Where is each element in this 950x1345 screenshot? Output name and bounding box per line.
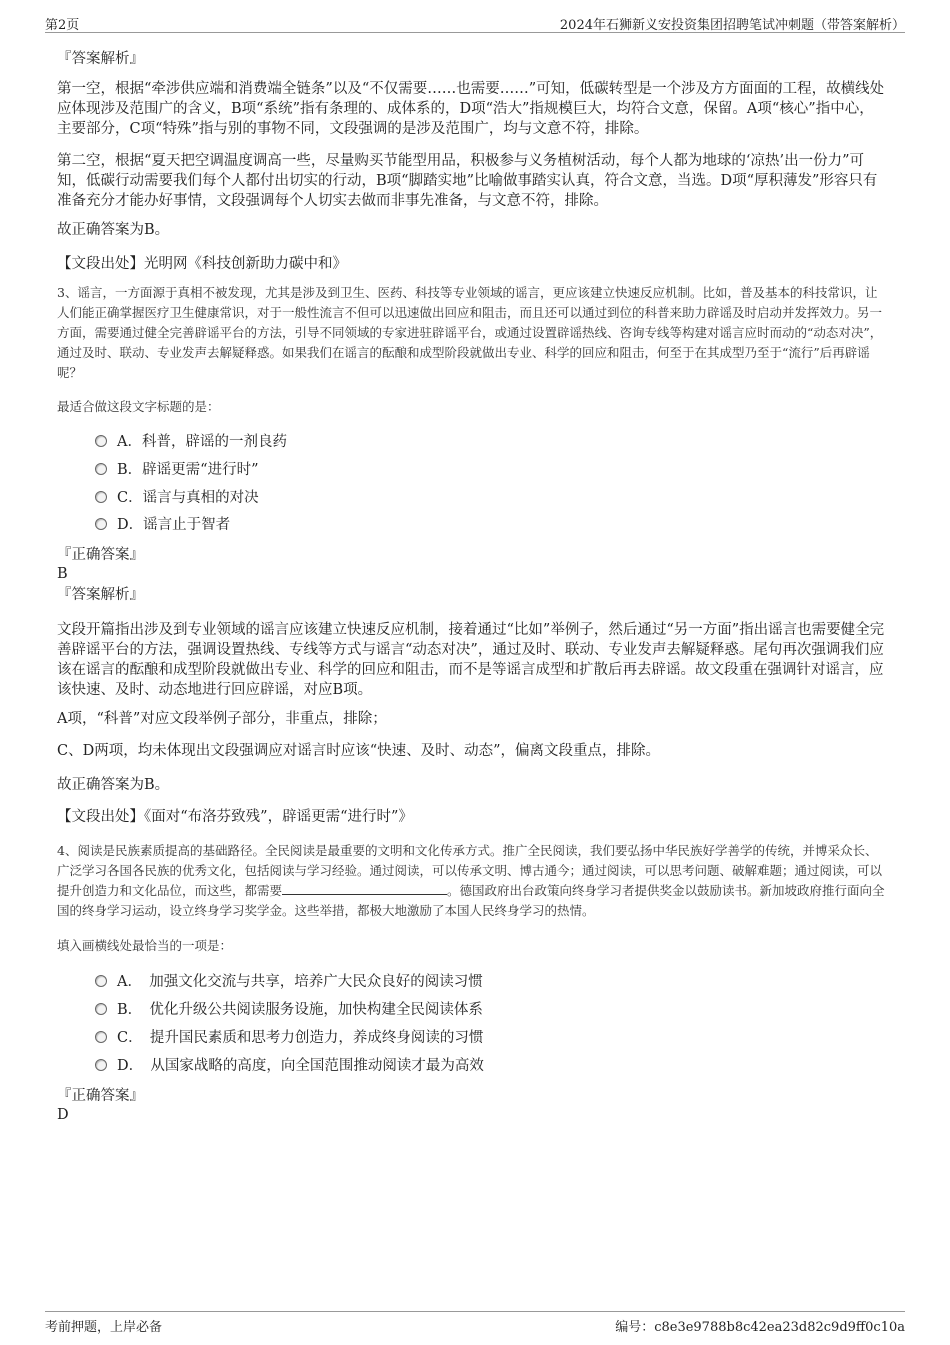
q2-source: 【文段出处】光明网《科技创新助力碳中和》 xyxy=(57,256,347,272)
q3-analysis-paragraph-3: C、D两项，均未体现出文段强调应对谣言时应该“快速、及时、动态”，偏离文段重点，排除。 xyxy=(57,743,661,759)
q3-question-text: 3、谣言，一方面源于真相不被发现，尤其是涉及到卫生、医药、科技等专业领域的谣言，更应该建立快速反应机制。比如，普及基本的科技常识，让人们能正确掌握医疗卫生健康常识，对于一般性流言不但可以迅速做出回应和阻击，而且还可以通过到位的科普来助力辟谣及时启动并发挥效力。另一方面，需要通过健全完善辟谣平台的方法，引导不同领域的专家进驻辟谣平台，或通过设置辟谣热线、咨询专线等构建对谣言应时而动的“动态对决”，通过及时、联动、专业发声去解疑释惑。如果我们在谣言的酝酿和成型阶段就做出专业、科学的回应和阻击，何至于在其成型乃至于“流行”后再辟谣呢？ xyxy=(57,285,883,380)
q4-question-text: 4、阅读是民族素质提高的基础路径。全民阅读是最重要的文明和文化传承方式。推广全民阅读，我们要弘扬中华民族好学善学的传统，并博采众长、广泛学习各国各民族的优秀文化，包括阅读与学习经验。通过阅读，可以传承文明、博古通今；通过阅读，可以思考问题、破解难题；通过阅读，可以提升创造力和文化品位，而这些，都需要 。德国政府出台政策向终身学习者提供奖金以鼓励读书。新加坡政府推行面向全国的终身学习运动，设立终身学习奖学金。这些举措，都极大地激励了本国人民终身学习的热情。 xyxy=(57,843,885,918)
radio-button-icon[interactable] xyxy=(95,975,107,987)
q2-analysis-paragraph-1: 第一空，根据“牵涉供应端和消费端全链条”以及“不仅需要……也需要……”可知，低碳转型是一个涉及方方面面的工程，故横线处应体现涉及范围广的含义，B项“系统”指有条理的、成体系的，D项“浩大”指规模巨大，均符合文意，保留。A项“核心”指中心，主要部分，C项“特殊”指与别的事物不同，文段强调的是涉及范围广，均与文意不符，排除。 xyxy=(57,81,885,137)
radio-button-icon[interactable] xyxy=(95,463,107,475)
q4-answer-label: 『正确答案』 xyxy=(57,1088,144,1104)
page-footer xyxy=(45,1311,905,1336)
fill-in-blank xyxy=(282,882,447,895)
q3-answer-label: 『正确答案』 xyxy=(57,547,144,563)
q4-option-b[interactable]: B． 优化升级公共阅读服务设施，加快构建全民阅读体系 xyxy=(95,1000,483,1020)
q3-answer: B xyxy=(57,566,68,582)
q4-prompt: 填入画横线处最恰当的一项是： xyxy=(57,938,233,953)
q3-option-a[interactable]: A．科普，辟谣的一剂良药 xyxy=(95,432,287,452)
q4-answer: D xyxy=(57,1107,69,1123)
q4-option-a[interactable]: A． 加强文化交流与共享，培养广大民众良好的阅读习惯 xyxy=(95,972,483,992)
q3-analysis-label: 『答案解析』 xyxy=(57,587,144,603)
q3-option-d[interactable]: D．谣言止于智者 xyxy=(95,515,230,535)
document-id: 编号：c8e3e9788b8c42ea23d82c9d9ff0c10a xyxy=(615,1320,905,1335)
q3-analysis-paragraph-2: A项，“科普”对应文段举例子部分，非重点，排除； xyxy=(57,711,387,727)
radio-button-icon[interactable] xyxy=(95,1059,107,1071)
document-title: 2024年石狮新义安投资集团招聘笔试冲刺题（带答案解析） xyxy=(559,18,905,33)
q4-option-d[interactable]: D． 从国家战略的高度，向全国范围推动阅读才最为高效 xyxy=(95,1056,484,1076)
radio-button-icon[interactable] xyxy=(95,1031,107,1043)
footer-slogan: 考前押题，上岸必备 xyxy=(45,1320,163,1335)
radio-button-icon[interactable] xyxy=(95,491,107,503)
page-header xyxy=(45,12,905,33)
q3-conclusion: 故正确答案为B。 xyxy=(57,777,170,793)
q4-option-c[interactable]: C． 提升国民素质和思考力创造力，养成终身阅读的习惯 xyxy=(95,1028,483,1048)
radio-button-icon[interactable] xyxy=(95,518,107,530)
q3-option-c[interactable]: C．谣言与真相的对决 xyxy=(95,488,259,508)
q3-option-b[interactable]: B．辟谣更需“进行时” xyxy=(95,460,258,480)
q3-source: 【文段出处】《面对“布洛芬致残”，辟谣更需“进行时”》 xyxy=(57,809,413,825)
radio-button-icon[interactable] xyxy=(95,1003,107,1015)
radio-button-icon[interactable] xyxy=(95,435,107,447)
q3-prompt: 最适合做这段文字标题的是： xyxy=(57,399,220,414)
q2-analysis-label: 『答案解析』 xyxy=(57,51,144,67)
q2-analysis-paragraph-2: 第二空，根据“夏天把空调温度调高一些，尽量购买节能型用品，积极参与义务植树活动，每个人都为地球的‘凉热’出一份力”可知，低碳行动需要我们每个人都付出切实的行动，B项“脚踏实地”比喻做事踏实认真，符合文意，当选。D项“厚积薄发”形容只有准备充分才能办好事情，文段强调每个人切实去做而非事先准备，与文意不符，排除。 xyxy=(57,153,878,209)
q2-conclusion: 故正确答案为B。 xyxy=(57,222,170,238)
q3-analysis-paragraph-1: 文段开篇指出涉及到专业领域的谣言应该建立快速反应机制，接着通过“比如”举例子，然后通过“另一方面”指出谣言也需要健全完善辟谣平台的方法，强调设置热线、专线等方式与谣言“动态对决”，通过及时、联动、专业发声去解疑释惑。尾句再次强调我们应该在谣言的酝酿和成型阶段就做出专业、科学的回应和阻击，而不是等谣言成型和扩散后再去辟谣。故文段重在强调针对谣言，应该快速、及时、动态地进行回应辟谣，对应B项。 xyxy=(57,622,885,698)
page-number: 第2页 xyxy=(45,18,80,33)
